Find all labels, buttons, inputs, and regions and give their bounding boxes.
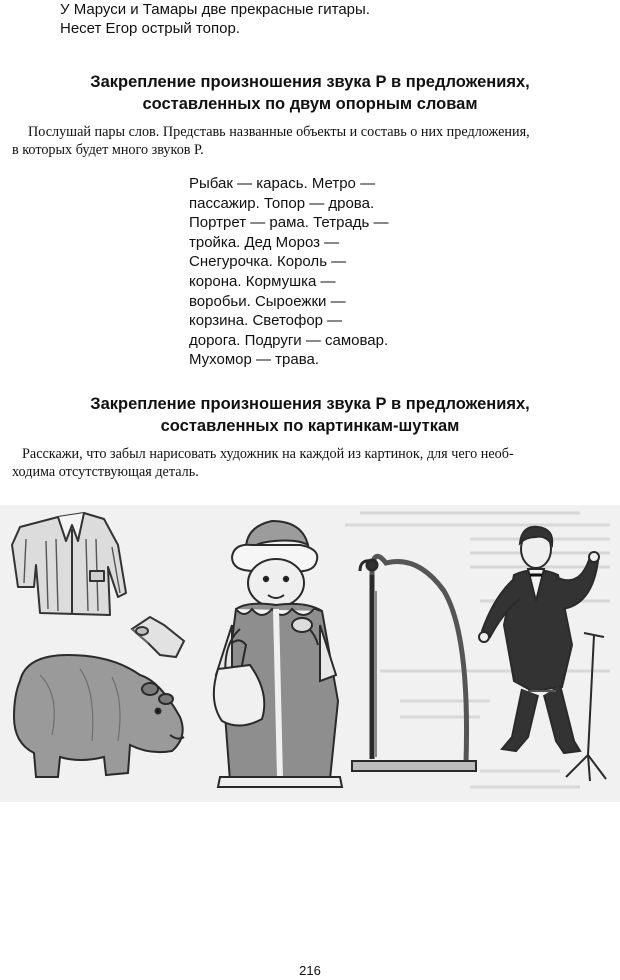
heading-line: Закрепление произношения звука Р в предложениях, xyxy=(90,395,530,413)
pairs-line: Рыбак — карась. Метро — xyxy=(189,175,376,192)
hippo-figure xyxy=(14,655,184,777)
illustration-drawing xyxy=(0,505,620,802)
intro-line: Несет Егор острый топор. xyxy=(60,20,240,37)
task-line: Расскажи, что забыл нарисовать художник на каждой из картинок, для чего необ- xyxy=(22,446,514,462)
task-line: ходима отсутствующая деталь. xyxy=(12,464,199,480)
heading-line: составленных по двум опорным словам xyxy=(142,95,478,113)
task-line: в которых будет много звуков Р. xyxy=(12,142,204,158)
pairs-line: пассажир. Топор — дрова. xyxy=(189,194,375,212)
intro-line: У Маруси и Тамары две прекрасные гитары. xyxy=(60,1,370,18)
page-number: 216 xyxy=(299,963,321,978)
grandfather-frost-figure xyxy=(214,521,342,787)
task-line: Послушай пары слов. Представь названные объекты и составь о них предложения, xyxy=(28,124,530,140)
pairs-line: тройка. Дед Мороз — xyxy=(189,233,340,251)
pairs-line: корона. Кормушка — xyxy=(189,272,336,290)
section-heading-2 xyxy=(0,393,620,437)
joke-pictures-illustration xyxy=(0,505,620,802)
axe-head-figure xyxy=(132,617,184,657)
harp-figure xyxy=(352,556,476,771)
task-text-2 xyxy=(12,445,612,481)
word-pairs xyxy=(189,174,389,370)
pairs-line: воробьи. Сыроежки — xyxy=(189,292,346,310)
pairs-line: Портрет — рама. Тетрадь — xyxy=(189,214,389,232)
music-stand-figure xyxy=(566,633,606,781)
shirt-figure xyxy=(12,513,126,615)
heading-line: составленных по картинкам-шуткам xyxy=(160,417,460,435)
pairs-line: дорога. Подруги — самовар. xyxy=(189,331,389,349)
pairs-line: Снегурочка. Король — xyxy=(189,253,347,271)
task-text-1 xyxy=(12,123,612,159)
conductor-figure xyxy=(479,527,599,753)
pairs-line: корзина. Светофор — xyxy=(189,312,343,330)
pairs-line: Мухомор — трава. xyxy=(189,351,320,369)
section-heading-1 xyxy=(0,71,620,115)
heading-line: Закрепление произношения звука Р в предложениях, xyxy=(90,73,530,91)
